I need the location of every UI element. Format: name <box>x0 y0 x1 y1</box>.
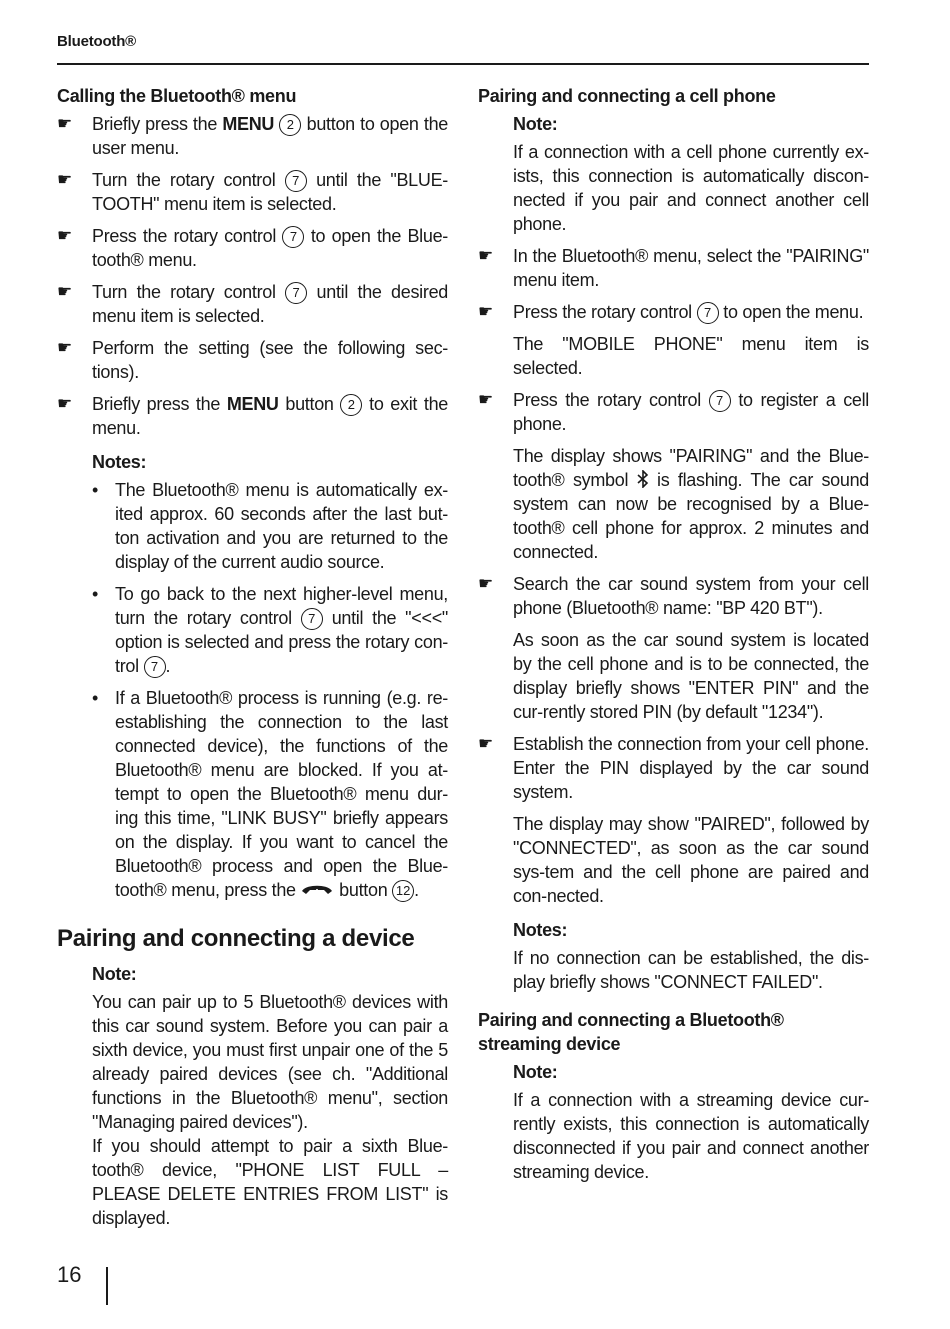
step-item: ☛ Search the car sound system from your cell phone (Bluetooth® name: "BP 420 BT"). <box>478 574 869 618</box>
step-item: ☛ Perform the setting (see the following sec-tions). <box>57 338 448 382</box>
paragraph: If you should attempt to pair a sixth Blue-tooth® device, "PHONE LIST FULL – PLEASE DELETE ENTRIES FROM LIST" is displayed. <box>92 1136 448 1228</box>
control-number-icon: 7 <box>144 656 166 678</box>
control-number-icon: 7 <box>285 170 307 192</box>
bluetooth-icon <box>637 470 649 490</box>
pointing-hand-icon: ☛ <box>57 394 72 413</box>
step-item: ☛ Press the rotary control 7 to register a cell phone. <box>478 390 869 434</box>
notes-label: Notes: <box>92 452 147 472</box>
section-heading-streaming-device: Pairing and connecting a Bluetooth® streaming device <box>478 1010 784 1054</box>
menu-key-label: MENU <box>226 394 279 414</box>
header-title: Bluetooth® <box>57 33 137 50</box>
notes-label: Notes: <box>513 920 568 940</box>
pointing-hand-icon: ☛ <box>478 390 493 409</box>
paragraph: The display may show "PAIRED", followed by "CONNECTED", as soon as the car sound sys-tem and the cell phone are paired and con-nected. <box>513 814 869 906</box>
step-item: ☛ Briefly press the MENU button 2 to exit the menu. <box>57 394 448 438</box>
left-column <box>57 84 448 1238</box>
pointing-hand-icon: ☛ <box>57 170 72 189</box>
paragraph: As soon as the car sound system is located by the cell phone and is to be connected, the display briefly shows "ENTER PIN" and the cur-rently stored PIN (by default "1234"). <box>513 630 869 722</box>
paragraph: If a connection with a streaming device cur-rently exists, this connection is automatically disconnected if you pair and connect another streaming device. <box>513 1090 869 1182</box>
page-number: 16 <box>57 1262 82 1287</box>
hang-up-phone-icon <box>300 880 334 900</box>
step-item: ☛ Turn the rotary control 7 until the desired menu item is selected. <box>57 282 448 326</box>
paragraph: You can pair up to 5 Bluetooth® devices with this car sound system. Before you can pair a sixth device, you must first unpair one of the 5 already paired devices (see ch. "Additional functions in the Bluetooth® menu", section "Managing paired devices"). <box>92 992 448 1132</box>
footer-divider <box>106 1267 108 1305</box>
paragraph: The "MOBILE PHONE" menu item is selected. <box>513 334 869 378</box>
pointing-hand-icon: ☛ <box>57 114 72 133</box>
control-number-icon: 7 <box>301 608 323 630</box>
control-number-icon: 7 <box>697 302 719 324</box>
section-heading-pairing-phone: Pairing and connecting a cell phone <box>478 86 776 106</box>
note-item: • The Bluetooth® menu is automatically ex-ited approx. 60 seconds after the last but-ton activation and you are returned to the display of the current audio source. <box>92 480 448 572</box>
note-item: • If a Bluetooth® process is running (e.g. re-establishing the connection to the last connected device), the functions of the Bluetooth® menu are blocked. If you at-tempt to open the Bluetooth® menu dur-ing this time, "LINK BUSY" briefly appears on the display. If you want to cancel the Bluetooth® process and open the Blue-tooth® menu, press the button 12 . <box>92 688 448 900</box>
pointing-hand-icon: ☛ <box>57 282 72 301</box>
paragraph: If a connection with a cell phone currently ex-ists, this connection is automatically discon-nected if you pair and connect another cell phone. <box>513 142 869 234</box>
step-item: ☛ Briefly press the MENU 2 button to open the user menu. <box>57 114 448 158</box>
note-label: Note: <box>92 964 137 984</box>
control-number-icon: 7 <box>285 282 307 304</box>
step-item: ☛ In the Bluetooth® menu, select the "PAIRING" menu item. <box>478 246 869 290</box>
bullet-icon: • <box>92 480 99 500</box>
control-number-icon: 7 <box>709 390 731 412</box>
step-item: ☛ Establish the connection from your cell phone. Enter the PIN displayed by the car sound system. <box>478 734 869 802</box>
pointing-hand-icon: ☛ <box>478 302 493 321</box>
pointing-hand-icon: ☛ <box>478 574 493 593</box>
page-header <box>57 33 869 65</box>
step-item: ☛ Turn the rotary control 7 until the "BLUE-TOOTH" menu item is selected. <box>57 170 448 214</box>
control-number-icon: 2 <box>340 394 362 416</box>
bullet-icon: • <box>92 584 99 604</box>
note-label: Note: <box>513 1062 558 1082</box>
section-heading-pairing-device: Pairing and connecting a device <box>57 925 415 952</box>
paragraph: The display shows "PAIRING" and the Blue-tooth® symbol is flashing. The car sound system can now be recognised by a Blue-tooth® cell phone for approx. 2 minutes and connected. <box>513 446 870 562</box>
bullet-icon: • <box>92 688 99 708</box>
pointing-hand-icon: ☛ <box>478 246 493 265</box>
pointing-hand-icon: ☛ <box>478 734 493 753</box>
paragraph: If no connection can be established, the dis-play briefly shows "CONNECT FAILED". <box>513 948 869 992</box>
right-column <box>478 84 869 1192</box>
section-heading-calling-menu: Calling the Bluetooth® menu <box>57 86 297 106</box>
control-number-icon: 12 <box>392 880 414 902</box>
menu-key-label: MENU <box>222 114 275 134</box>
control-number-icon: 7 <box>282 226 304 248</box>
pointing-hand-icon: ☛ <box>57 226 72 245</box>
note-item: • To go back to the next higher-level menu, turn the rotary control 7 until the "<<<" option is selected and press the rotary con-trol 7 . <box>92 584 448 676</box>
control-number-icon: 2 <box>279 114 301 136</box>
note-label: Note: <box>513 114 558 134</box>
step-item: ☛ Press the rotary control 7 to open the Blue-tooth® menu. <box>57 226 448 270</box>
pointing-hand-icon: ☛ <box>57 338 72 357</box>
step-item: ☛ Press the rotary control 7 to open the menu. <box>478 302 864 322</box>
